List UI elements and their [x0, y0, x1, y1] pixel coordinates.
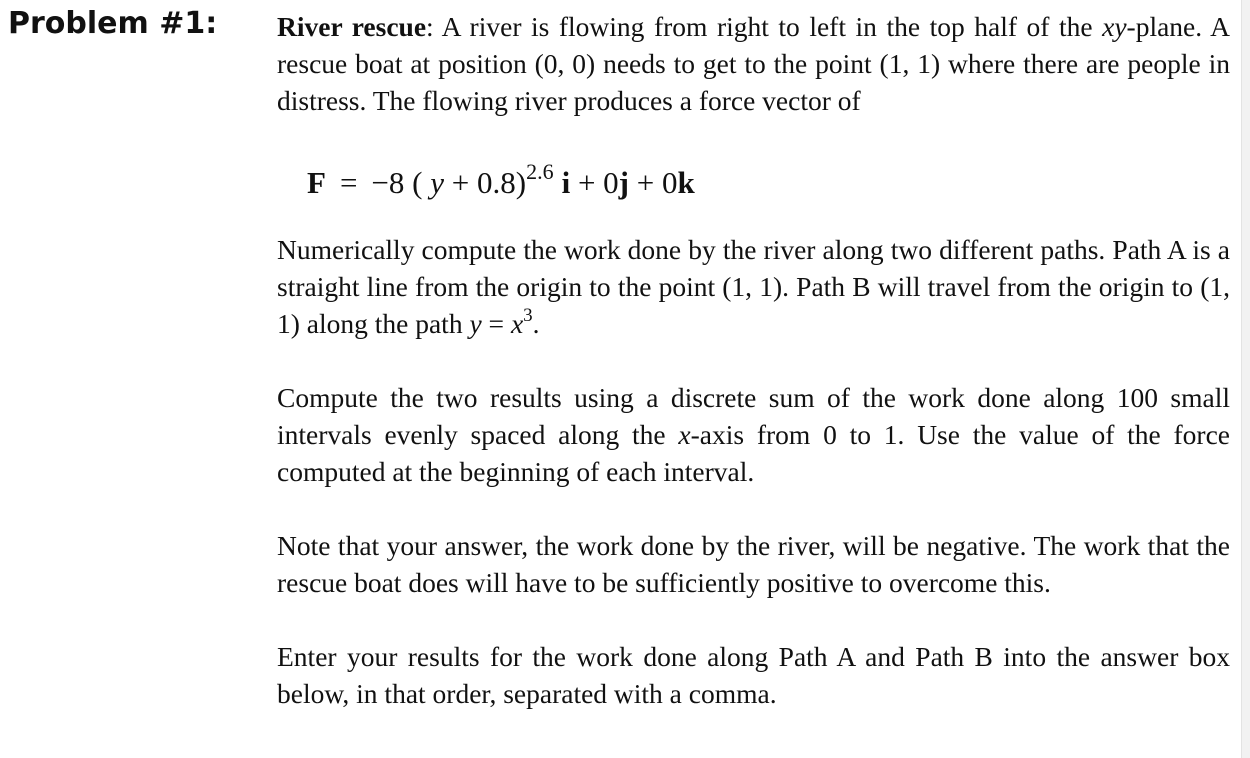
problem-number: Problem #1: [8, 6, 218, 41]
note-paragraph: Note that your answer, the work done by the river, will be negative. The work that the rescue boat does will have to be sufficiently positive to overcome this. [277, 530, 1230, 598]
equation-var-y: y [422, 165, 444, 200]
instructions-paragraph: Enter your results for the work done along Path A and Path B into the answer box below, in that order, separated with a comma. [277, 641, 1230, 709]
equation-coef: −8 ( [371, 165, 423, 200]
paths-end: . [532, 308, 540, 339]
intro-text-b: -plane. A rescue boat at position (0, 0) needs to get to the point (1, 1) where there are people in distress. The flowing river produces a force vector of [277, 11, 1230, 116]
method-text-b: -axis from 0 to 1. Use the value of the force computed at the beginning of each interval. [277, 419, 1230, 487]
equation-inner: + 0.8) [444, 165, 527, 200]
equation-unit-i: i [561, 165, 571, 200]
paths-text: Numerically compute the work done by the river along two different paths. Path A is a straight line from the origin to the point (1, 1). Path B will travel from the origin to (1, 1) along the path [277, 234, 1230, 339]
problem-title: River rescue [277, 11, 427, 42]
method-paragraph [277, 379, 1230, 490]
equation-exponent: 2.6 [526, 159, 554, 184]
paths-paragraph [277, 231, 1230, 342]
paths-exponent: 3 [523, 305, 533, 326]
page-scroll-edge [1241, 0, 1250, 758]
paths-var-y: y [469, 308, 482, 339]
intro-paragraph [277, 8, 1230, 119]
intro-var-xy: xy [1102, 11, 1127, 42]
equation-equals: = [339, 165, 358, 200]
intro-text-a: : A river is flowing from right to left in the top half of the [426, 11, 1103, 42]
paths-var-x: x [510, 308, 524, 339]
problem-body [277, 8, 1230, 712]
equation-mid-2: + 0 [629, 165, 678, 200]
equation-mid-1: + 0 [570, 165, 619, 200]
equation-unit-j: j [618, 165, 629, 200]
method-var-x: x [678, 419, 691, 450]
equation-unit-k: k [677, 165, 695, 200]
paths-equals: = [481, 308, 511, 339]
equation-lhs: F [307, 165, 326, 200]
force-equation [307, 153, 1230, 213]
method-text-a: Compute the two results using a discrete sum of the work done along 100 small intervals evenly spaced along the [277, 382, 1230, 450]
